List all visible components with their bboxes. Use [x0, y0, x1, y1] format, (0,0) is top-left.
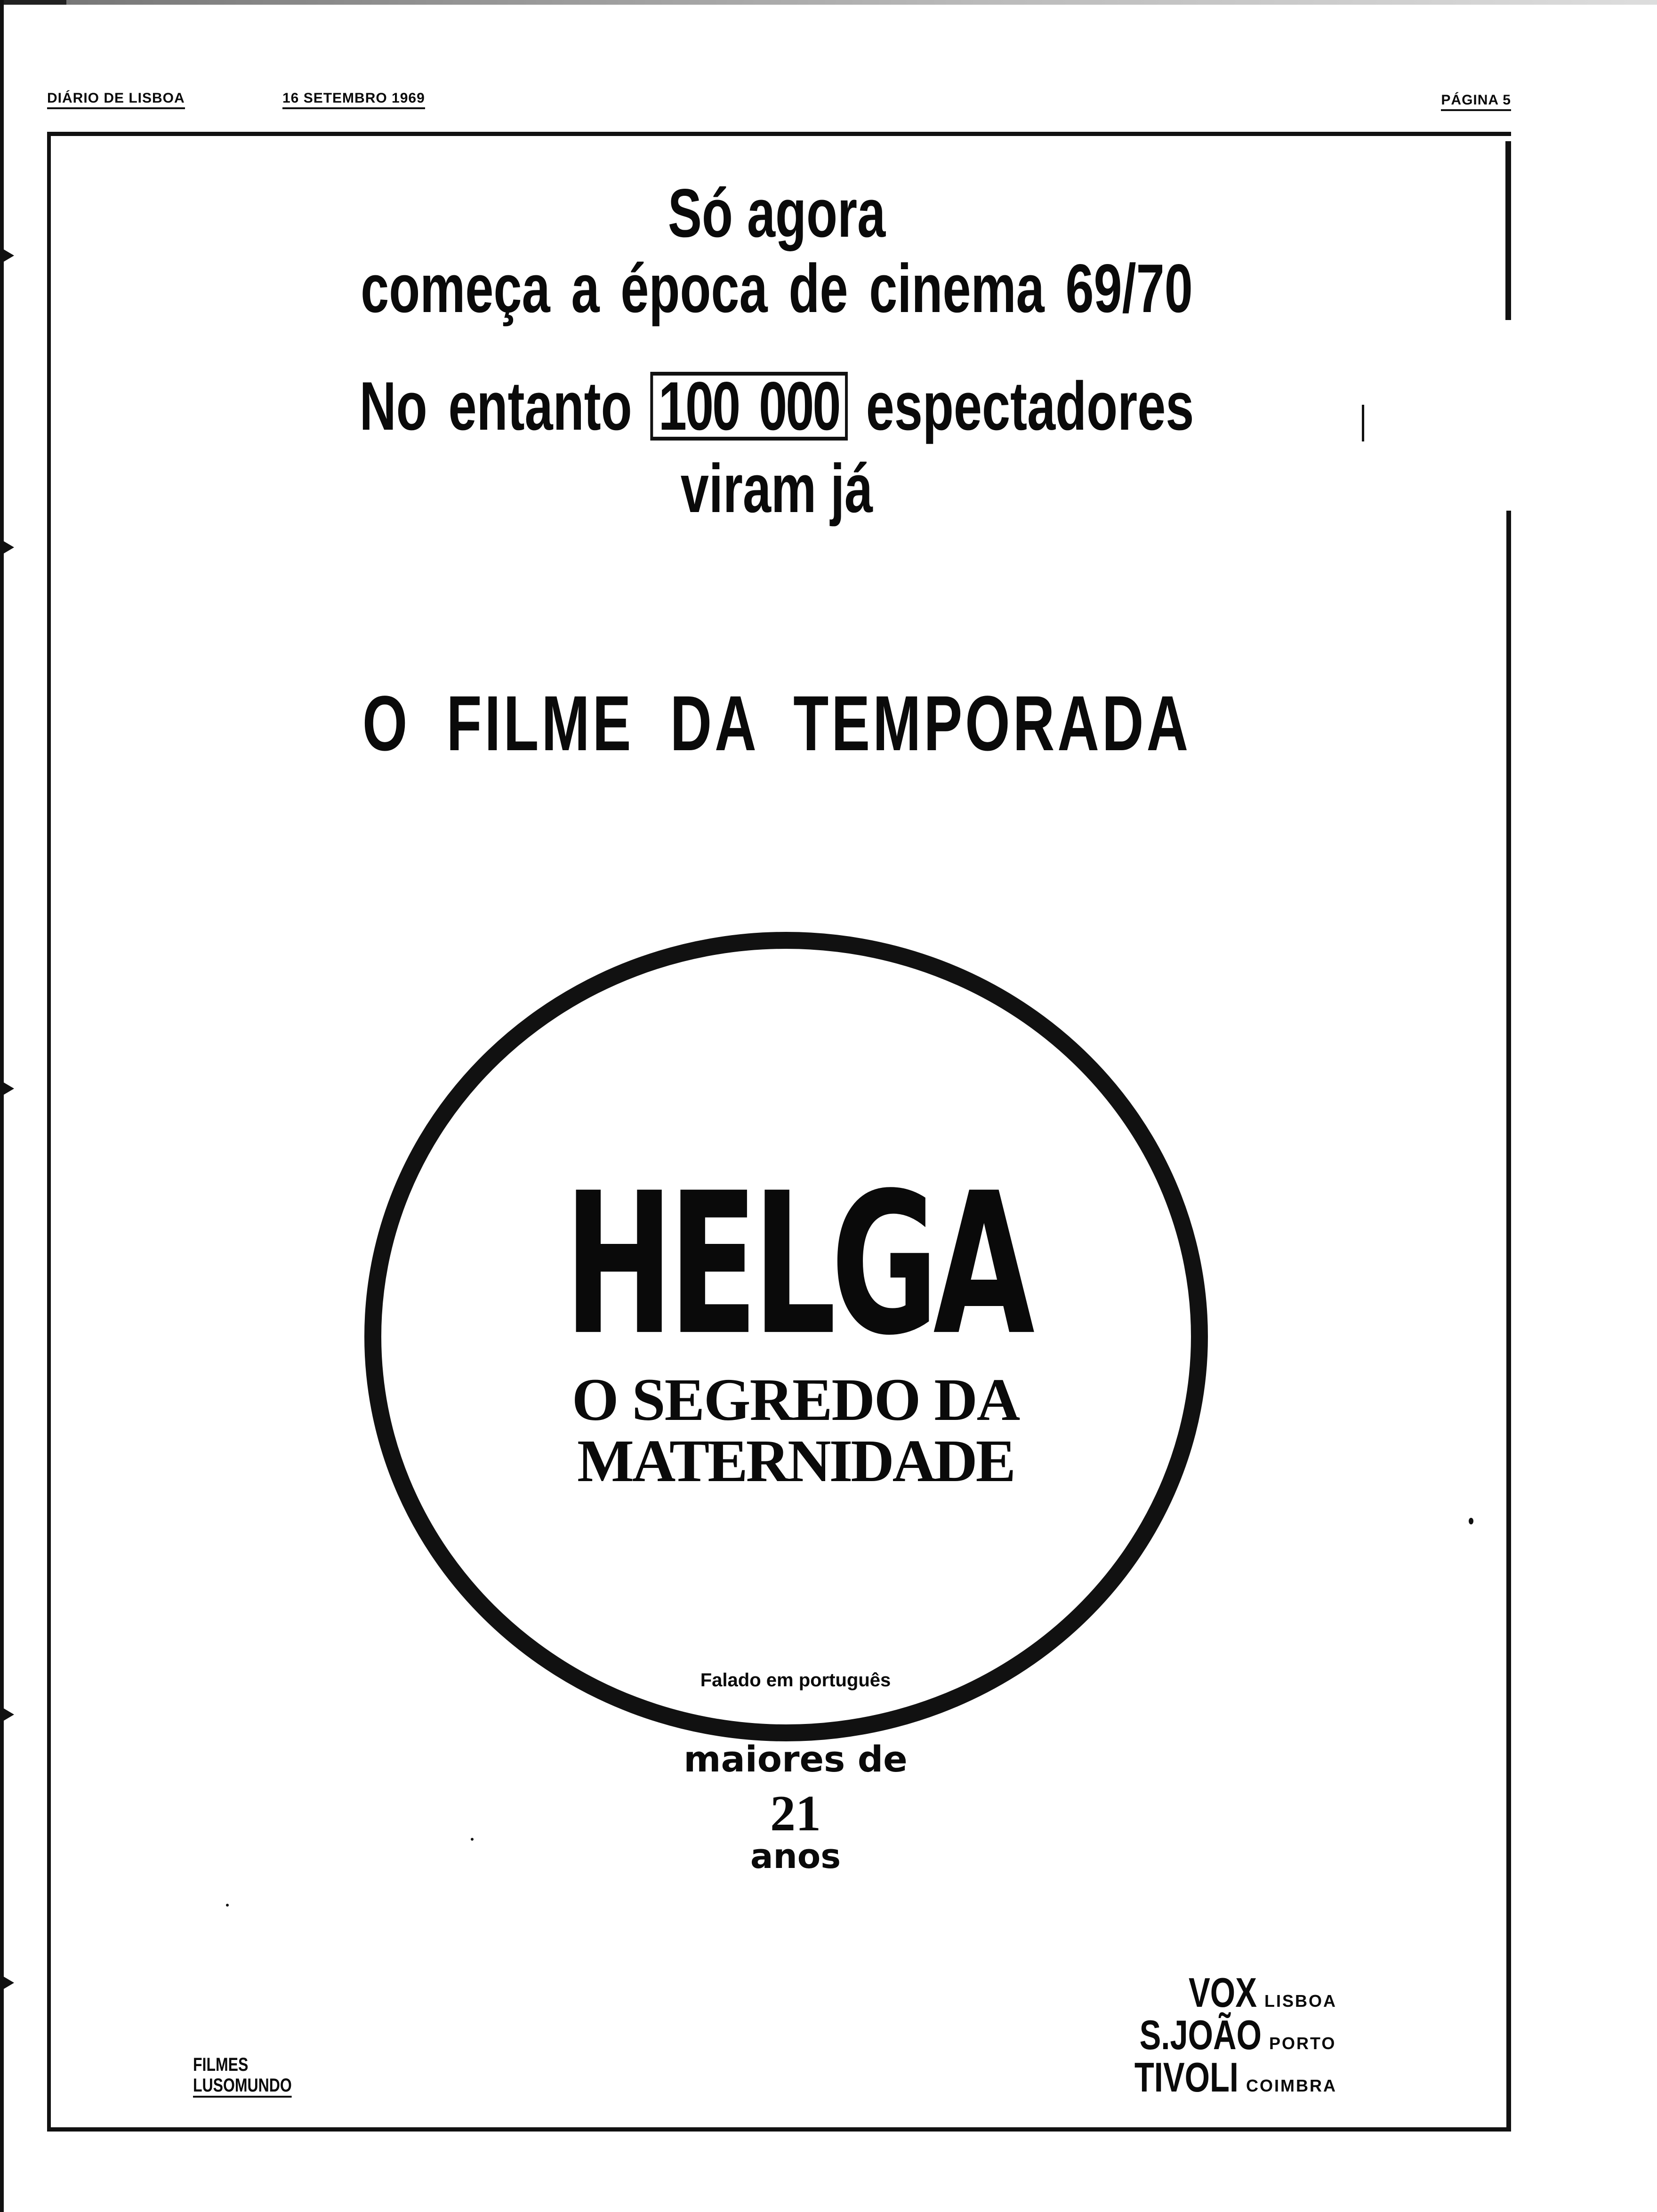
- film-subtitle-line-2: MATERNIDADE: [577, 1427, 1014, 1494]
- cinema-city: PORTO: [1269, 2034, 1336, 2053]
- headline-prefix: No entanto: [359, 368, 632, 444]
- binding-mark: [4, 249, 14, 262]
- print-speck: [471, 1838, 474, 1841]
- ad-frame-top: [47, 132, 1511, 136]
- age-rating-number: 21: [770, 1786, 821, 1842]
- cinema-city: COIMBRA: [1246, 2076, 1337, 2095]
- cinema-listing: [1054, 2014, 1337, 2056]
- scan-top-edge: [0, 0, 1657, 5]
- cinema-name: TIVOLI: [1134, 2054, 1239, 2100]
- binding-mark: [4, 541, 14, 553]
- headline-line-3: [202, 368, 1351, 444]
- print-speck: [1469, 1518, 1473, 1524]
- page-number: PÁGINA 5: [1441, 92, 1511, 111]
- cinema-listing: [1054, 1969, 1337, 2016]
- distributor-line-2: LUSOMUNDO: [193, 2075, 292, 2098]
- ad-frame-right: [1506, 511, 1511, 2132]
- headline-line-1: Só agora: [668, 175, 886, 251]
- headline-suffix: espectadores: [866, 368, 1194, 444]
- print-speck: [226, 1904, 229, 1907]
- binding-mark: [4, 1708, 14, 1721]
- distributor-line-1: FILMES: [193, 2054, 249, 2075]
- age-rating-label: maiores de: [684, 1738, 908, 1780]
- film-subtitle-line-1: O SEGREDO DA: [571, 1366, 1020, 1433]
- print-mark: [1362, 405, 1364, 441]
- distributor-logo: [193, 2054, 292, 2098]
- cinema-name: S.JOÃO: [1139, 2012, 1262, 2058]
- ad-frame-right: [1505, 141, 1511, 320]
- language-note: Falado em português: [700, 1670, 891, 1691]
- cinema-name: VOX: [1189, 1969, 1257, 2016]
- headline-line-4: viram já: [680, 450, 873, 527]
- newspaper-date: 16 SETEMBRO 1969: [282, 90, 425, 109]
- headline-line-2: começa a época de cinema 69/70: [361, 250, 1193, 327]
- ad-frame-left: [47, 132, 51, 2132]
- spectator-count-box: 100 000: [650, 372, 848, 441]
- newspaper-name: DIÁRIO DE LISBOA: [47, 90, 185, 109]
- film-title: HELGA: [564, 1151, 1030, 1378]
- binding-mark: [4, 1082, 14, 1095]
- scan-left-edge: [0, 0, 4, 2212]
- ad-frame-bottom: [47, 2127, 1511, 2132]
- age-rating-unit: anos: [750, 1836, 841, 1876]
- tagline: O FILME DA TEMPORADA: [362, 680, 1191, 767]
- cinema-city: LISBOA: [1264, 1991, 1337, 2011]
- cinema-listing: [1054, 2054, 1337, 2100]
- binding-mark: [4, 1977, 14, 1989]
